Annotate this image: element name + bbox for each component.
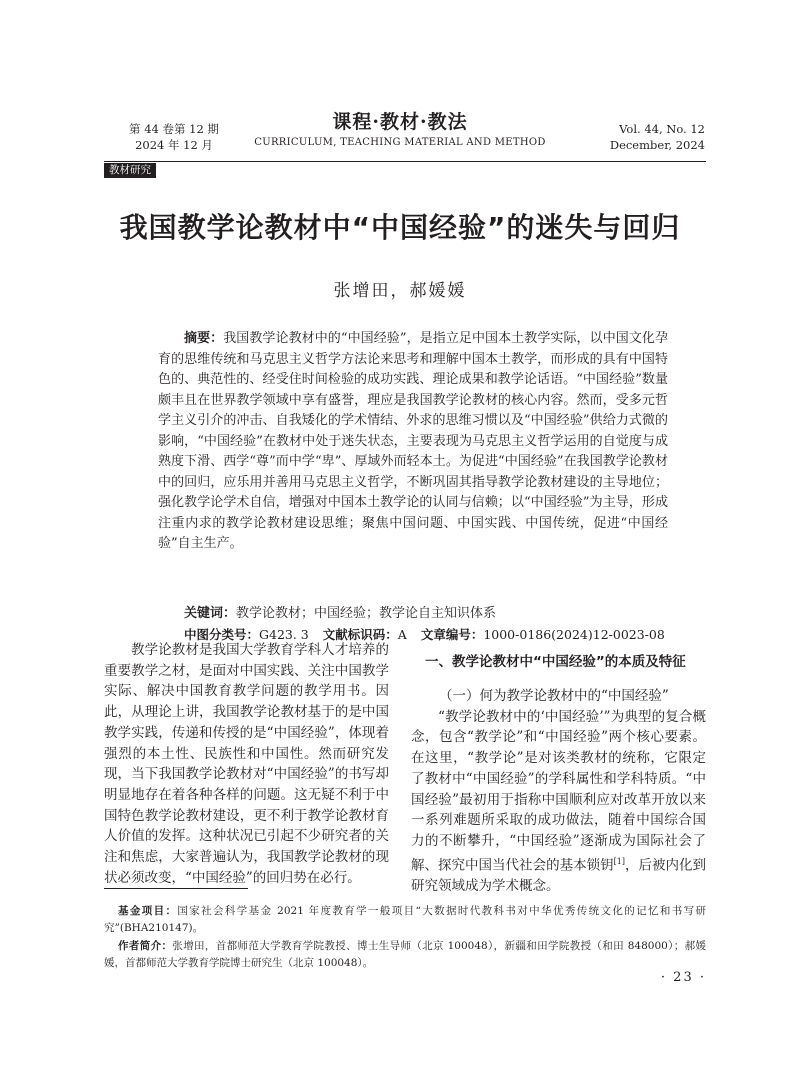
article-title: 我国教学论教材中“中国经验”的迷失与回归 [119, 211, 681, 244]
section-heading: 一、教学论教材中“中国经验”的本质及特征 [425, 654, 686, 670]
journal-name-cn: 课程·教材·教法 [332, 111, 468, 133]
journal-masthead [250, 110, 550, 148]
fund-footnote [104, 903, 706, 937]
author-bio-label: 作者简介： [118, 940, 173, 952]
article-number-value: 1000-0186(2024)12-0023-08 [483, 627, 665, 642]
body-paragraph [411, 707, 706, 897]
page-number: · 23 · [660, 970, 706, 985]
issue-info [114, 121, 234, 153]
body-left-column: 教学论教材是我国大学教育学科人才培养的重要教学之材，是面对中国实践、关注中国教学实际、解决中国教育教学问题的教学用书。因此，从理论上讲，我国教学论教材基于的是中国教学实践，传递和传授的是“中国经验”，体现着强烈的本土性、民族性和中国性。然而研究发现，当下我国教学论教材对“中国经验”的书写却明显地存在着各种各样的问题。这无疑不利于中国特色教学论教材建设，更不利于教学论教材育人价值的发挥。这种状况已引起不少研究者的关注和焦虑，大家普遍认为，我国教学论教材的现状必须改变，“中国经验”的回归势在必行。 [104, 642, 389, 886]
paragraph-text-end: ，后被内化到研究领域成为学术概念。 [411, 857, 707, 894]
column-tag: 教材研究 [104, 163, 156, 178]
journal-name-en: CURRICULUM, TEACHING MATERIAL AND METHOD [254, 137, 546, 148]
volume-issue: 第 44 卷第 12 期 [129, 122, 219, 136]
doc-code-label: 文献标识码： [322, 627, 398, 642]
abstract-label: 摘要： [184, 331, 224, 346]
clc-label: 中图分类号： [184, 627, 260, 642]
fund-text: 国家社会科学基金 2021 年度教育学一般项目“大数据时代教科书对中华优秀传统文化的记忆和书写研究”(BHA210147)。 [104, 905, 707, 934]
author-bio-text: 张增田，首都师范大学教育学院教授、博士生导师（北京 100048），新疆和田学院教授（和田 848000）；郝媛媛，首都师范大学教育学院博士研究生（北京 100048）。 [104, 940, 707, 969]
paragraph-text: “教学论教材中的‘中国经验’”为典型的复合概念，包含“教学论”和“中国经验”两个核心要素。在这里，“教学论”是对该类教材的统称，它限定了教材中“中国经验”的学科属性和学科特质。“中国经验”最初用于指称中国顺利应对改革开放以来一系列难题所采取的成功做法，随着中国综合国力的不断攀升，“中国经验”逐渐成为国际社会了解、探究中国当代社会的基本锁钥 [411, 708, 706, 874]
keywords [184, 604, 668, 624]
clc-value: G423. 3 [259, 627, 309, 642]
header-rule [104, 161, 706, 162]
doc-code-value: A [397, 627, 407, 642]
subsection-heading: （一）何为教学论教材中的“中国经验” [439, 688, 669, 704]
fund-label: 基金项目： [118, 905, 178, 917]
issue-info-en [590, 121, 705, 153]
author-footnote [104, 938, 706, 972]
issue-date: 2024 年 12 月 [135, 138, 213, 152]
article-number-label: 文章编号： [420, 627, 484, 642]
issue-date-en: December, 2024 [609, 138, 705, 152]
abstract-text: 我国教学论教材中的“中国经验”，是指立足中国本土教学实际，以中国文化孕育的思维传统和马克思主义哲学方法论来思考和理解中国本土教学，而形成的具有中国特色的、典范性的、经受住时间检验的成功实践、理论成果和教学论话语。“中国经验”数量颇丰且在世界教学领域中享有盛誉，理应是我国教学论教材的核心内容。然而，受多元哲学主义引介的冲击、自我矮化的学术情结、外求的思维习惯以及“中国经验”供给力式微的影响，“中国经验”在教材中处于迷失状态，主要表现为马克思主义哲学运用的自觉度与成熟度下滑、西学“尊”而中学“卑”、厚域外而轻本土。为促进“中国经验”在我国教学论教材中的回归，应乐用并善用马克思主义哲学，不断巩固其指导教学论教材建设的主导地位；强化教学论学术自信，增强对中国本土教学论的认同与信赖；以“中国经验”为主导，形成注重内求的教学论教材建设思维；聚焦中国问题、中国实践、中国传统，促进“中国经验”自主生产。 [158, 331, 668, 551]
citation-ref: [1] [613, 856, 625, 866]
article-authors: 张增田，郝媛媛 [333, 281, 467, 301]
footnote-rule [104, 888, 248, 889]
keywords-text: 教学论教材；中国经验；教学论自主知识体系 [236, 606, 497, 621]
body-right-column [411, 652, 706, 897]
volume-issue-en: Vol. 44, No. 12 [619, 122, 705, 136]
abstract [158, 329, 668, 555]
keywords-label: 关键词： [184, 606, 237, 621]
